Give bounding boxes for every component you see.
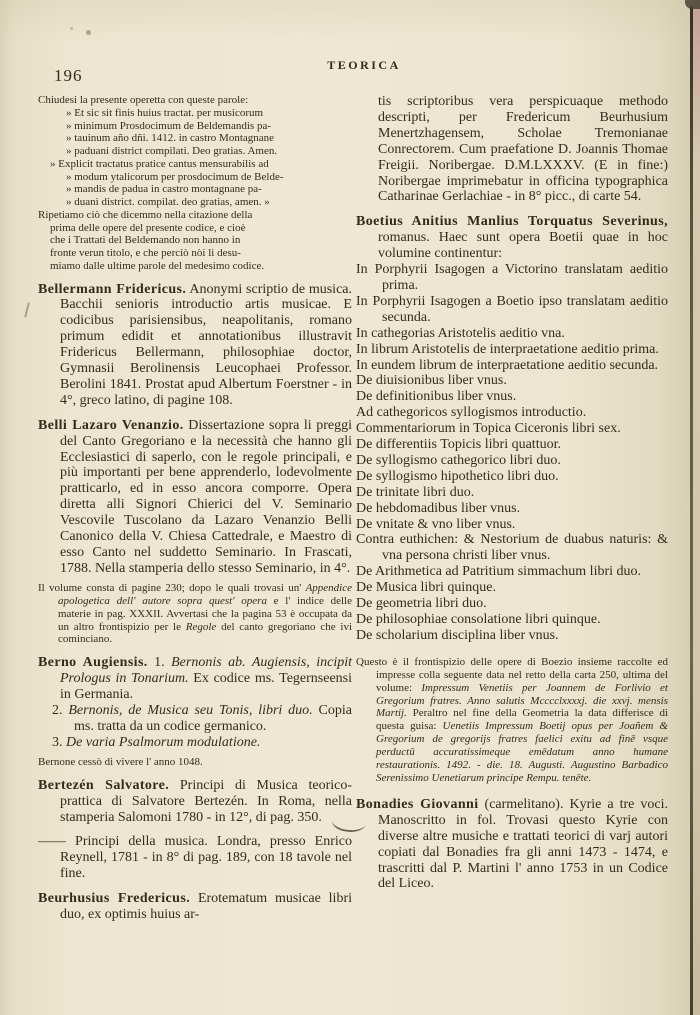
entry-headword: Berno Augiensis.	[38, 655, 148, 671]
text-run: prima delle opere del presente codice, e cioè	[50, 221, 246, 234]
boetius-work	[356, 612, 668, 628]
text-run: In Porphyrii Isagogen a Victorino translatam aeditio prima.	[356, 262, 668, 293]
text-run: In eundem librum de interpraetatione aeditio secunda.	[356, 357, 659, 373]
text-run: Ad cathegoricos syllogismos introductio.	[356, 405, 587, 421]
text-run: » minimum Prosdocimum de Beldemandis pa-	[66, 119, 272, 132]
text-run: Bernonis ab. Augiensis, incipit Prologus in Tonarium.	[60, 655, 352, 687]
boetius-work	[356, 326, 668, 342]
text-run: De varia Psalmorum modulatione.	[66, 734, 261, 750]
note-beldemandis-line	[38, 196, 352, 209]
boetius-work	[356, 580, 668, 596]
boetius-work	[356, 628, 668, 644]
text-run: De hebdomadibus liber vnus.	[356, 500, 521, 516]
boetius-work	[356, 469, 668, 485]
entry-bertezen	[38, 778, 352, 826]
left-column	[38, 94, 352, 923]
text-run: del canto gregoriano che ivi cominciano.	[58, 620, 352, 646]
entry-headword: Bellermann Fridericus.	[38, 281, 187, 297]
text-run: Bernone cessò di vivere l' anno 1048.	[38, 755, 203, 768]
boetius-work	[356, 532, 668, 564]
text-run: De vnitate & vno liber vnus.	[356, 516, 516, 532]
text-run: Regole	[185, 620, 217, 633]
text-run: » Explicit tractatus pratice cantus mensurabilis ad	[50, 157, 269, 170]
text-run: De philosophiae consolatione libri quinque.	[356, 612, 601, 627]
text-run: Chiudesi la presente operetta con queste parole:	[38, 94, 249, 106]
note-beldemandis-line	[38, 145, 352, 158]
text-run: Uenetiis Impressum Boetij opus per Joañem & Gregorium de gregorijs fratres faelici exitu ad finē vsque perductū accuratissimeque emēdatum anno humane restaurationis. 1492. - die. 18. Augusti. Augustino Barbadico Serenissimo Uenetiarum principe Rempu. tenēte.	[376, 720, 668, 784]
note-beldemandis-line	[38, 120, 352, 133]
entry-berno-item-3	[38, 735, 352, 751]
note-belli	[38, 582, 352, 647]
note-beldemandis-line	[38, 107, 352, 120]
text-run: De definitionibus liber vnus.	[356, 389, 517, 405]
boetius-work	[356, 437, 668, 453]
boetius-work	[356, 358, 668, 374]
text-run: Questo è il frontispizio delle opere di Boezio insieme raccolte ed impresse colla seguente data nel retto della carta 250, ultima del volume:	[356, 655, 668, 694]
note-beldemandis-line	[38, 260, 352, 273]
entry-belli	[38, 418, 352, 577]
entry-headword: Belli Lazaro Venanzio.	[38, 417, 184, 433]
text-run: De Arithmetica ad Patritium simmachum libri duo.	[356, 564, 642, 580]
text-run: romanus. Haec sunt opera Boetii quae in hoc volumine continentur:	[378, 230, 668, 262]
page-fore-edge	[693, 0, 700, 1015]
boetius-work	[356, 342, 668, 358]
text-run: Commentariorum in Topica Ciceronis libri sex.	[356, 421, 621, 437]
corner-shadow	[685, 0, 700, 9]
text-run: » duani district. compilat. deo gratias, amen. »	[66, 196, 270, 208]
text-run: » paduani district compilati. Deo gratias. Amen.	[66, 145, 278, 157]
text-run: In Porphyrii Isagogen a Boetio ipso translatam aeditio secunda.	[356, 293, 668, 325]
page-edge-line	[690, 6, 693, 1015]
note-berno	[38, 756, 352, 769]
text-run: Principi di Musica teorico-prattica di Salvatore Bertezén. In Roma, nella stamperia Salomoni 1780 - in 12°, di pag. 350.	[60, 777, 353, 825]
text-run: In cathegorias Aristotelis aeditio vna.	[356, 325, 565, 341]
text-run: » tauinum año dñi. 1412. in castro Montagnane	[66, 132, 275, 145]
note-beldemandis-line	[38, 209, 352, 222]
boetius-work	[356, 453, 668, 469]
boetius-work	[356, 564, 668, 580]
boetius-work	[356, 485, 668, 501]
entry-bonadies	[356, 797, 668, 892]
text-run: In librum Aristotelis de interpraetatione aeditio prima.	[356, 341, 659, 357]
entry-bertezen-second	[38, 834, 352, 882]
note-beldemandis-line	[38, 183, 352, 196]
entry-headword: Beurhusius Fredericus.	[38, 891, 191, 907]
text-run: De Musica libri quinque.	[356, 580, 496, 596]
text-run: » Et sic sit finis huius tractat. per musicorum	[66, 106, 264, 119]
boetius-work	[356, 421, 668, 437]
text-run: tis scriptoribus vera perspicuaque methodo descripti, per Fredericum Beurhusium Menertzhagensem, Scholae Tremonianae Conrectorem. Cum praefatione D. Joannis Thomae Freigii. Noribergae. D.M.LXXXV. (E in fine:) Noribergae imprimebatur in officina typographica Catharinae Gerlachiae - in 8° picc., di carte 54.	[378, 94, 668, 205]
boetius-work	[356, 596, 668, 612]
boetius-work	[356, 294, 668, 326]
entry-bellermann	[38, 282, 352, 409]
boetius-work	[356, 405, 668, 421]
text-run: De syllogismo hipothetico libri duo.	[356, 468, 559, 484]
text-run: Appendice apologetica dell' autore sopra quest' opera	[58, 581, 352, 607]
text-run: » modum ytalicorum per prosdocimum de Belde-	[66, 170, 284, 183]
text-run: 2.	[52, 703, 69, 719]
entry-headword: Bertezén Salvatore.	[38, 777, 170, 793]
text-run: Ripetiamo ciò che dicemmo nella citazione della	[38, 208, 253, 221]
boetius-work	[356, 262, 668, 294]
right-column	[356, 94, 668, 892]
text-run: Ex codice ms. Tegernseensi in Germania.	[60, 671, 352, 703]
entry-berno	[38, 655, 352, 703]
note-beldemandis-line	[38, 247, 352, 260]
text-run: che i Trattati del Beldemando non hanno in	[50, 234, 241, 247]
entry-boetius	[356, 214, 668, 262]
text-run: 3.	[52, 734, 66, 750]
entry-berno-item-2	[38, 703, 352, 735]
text-run: Contra euthichen: & Nestorium de duabus naturis: & vna persona christi liber vnus.	[356, 532, 668, 564]
text-run: » mandis de padua in castro montagnane pa-	[66, 183, 262, 196]
text-run: —— Principi della musica. Londra, presso Enrico Reynell, 1781 - in 8° di pag. 189, con 18 tavole nel fine.	[38, 834, 352, 882]
text-run: De trinitate libri duo.	[356, 484, 475, 500]
page-number: 196	[54, 66, 83, 85]
text-run: De differentiis Topicis libri quattuor.	[356, 437, 561, 453]
foxing-spot	[70, 27, 73, 30]
text-run: Il volume consta di pagine 230; dopo le quali trovasi un'	[38, 581, 306, 594]
note-boetius-colophon	[356, 656, 668, 785]
note-beldemandis-line	[38, 222, 352, 235]
text-run: Anonymi scriptio de musica. Bacchii senioris introductio artis musicae. E codicibus parisiensibus, neapolitanis, romano primum edidit et annotationibus illustravit Fridericus Bellermann, philosophiae doctor, Gymnasii Berolinensis Leucophaei Professor. Berolini 1841. Prostat apud Albertum Foerstner - in 4°, greco latino, di pagine 108.	[60, 281, 352, 408]
text-run: Dissertazione sopra li preggi del Canto Gregoriano e la necessità che hanno gli Ecclesiastici di saperlo, con le regole principali, e più importanti per bene apprenderlo, lodevolmente pratticarlo, ed in esso ancora comporre. Opera diretta alli Signori Chierici del V. Seminario Vescovile Tuscolano da Lazaro Venanzio Belli Canonico della V. Chiesa Cattedrale, e Maestro di esso Canto nel suddetto Seminario. In Frascati, 1788. Nella stamperia dello stesso Seminario, in 4°.	[60, 417, 353, 576]
foxing-spot	[86, 30, 91, 35]
entry-beurhusius-continuation	[356, 94, 668, 205]
entry-beurhusius	[38, 891, 352, 923]
text-run: De geometria libri duo.	[356, 596, 487, 612]
text-run: Peraltro nel fine della Geometria la data differisce di questa guisa:	[376, 707, 668, 733]
note-beldemandis-line	[38, 171, 352, 184]
entry-headword: Bonadies Giovanni	[356, 796, 479, 812]
text-run: e l' indice delle materie in pag. XXXII. Avvertasi che la pagina 53 è occupata da un altro frontispizio per le	[58, 594, 352, 633]
note-beldemandis-line	[38, 234, 352, 247]
text-run: De diuisionibus liber vnus.	[356, 373, 507, 389]
note-beldemandis-line	[38, 94, 352, 107]
text-run: De scholarium disciplina liber vnus.	[356, 627, 559, 643]
text-run: (carmelitano). Kyrie a tre voci. Manoscritto in fol. Trovasi questo Kyrie con diverse altre musiche e trattati teorici di varj autori copiati dal Bonadies fra gli anni 1473 - 1474, e trascritti dal P. Martini l' anno 1753 in un Codice del Liceo.	[378, 796, 668, 892]
text-run: Bernonis, de Musica seu Tonis, libri duo.	[68, 703, 313, 719]
text-run: 1.	[147, 655, 172, 671]
boetius-work	[356, 501, 668, 517]
boetius-work	[356, 389, 668, 405]
boetius-work	[356, 373, 668, 389]
text-run: fronte verun titolo, e che perciò nòi li desu-	[50, 247, 241, 259]
entry-headword: Boetius Anitius Manlius Torquatus Severinus,	[356, 214, 668, 230]
boetius-work	[356, 517, 668, 533]
text-run: miamo dalle ultime parole del medesimo codice.	[50, 259, 265, 272]
text-run: De syllogismo cathegorico libri duo.	[356, 452, 561, 468]
text-run: Impressum Venetiis per Joannem de Forlivio et Gregorium fratres. Anno salutis Mcccclxxxxj. die xxvj. mensis Martij.	[376, 681, 668, 720]
note-beldemandis-line	[38, 132, 352, 145]
note-beldemandis-line	[38, 158, 352, 171]
text-run: Copia ms. tratta da un codice germanico.	[74, 703, 352, 734]
text-run: Erotematum musicae libri duo, ex optimis huius ar-	[60, 891, 352, 923]
margin-ink-mark	[24, 302, 34, 318]
running-header: TEORICA	[327, 58, 401, 72]
